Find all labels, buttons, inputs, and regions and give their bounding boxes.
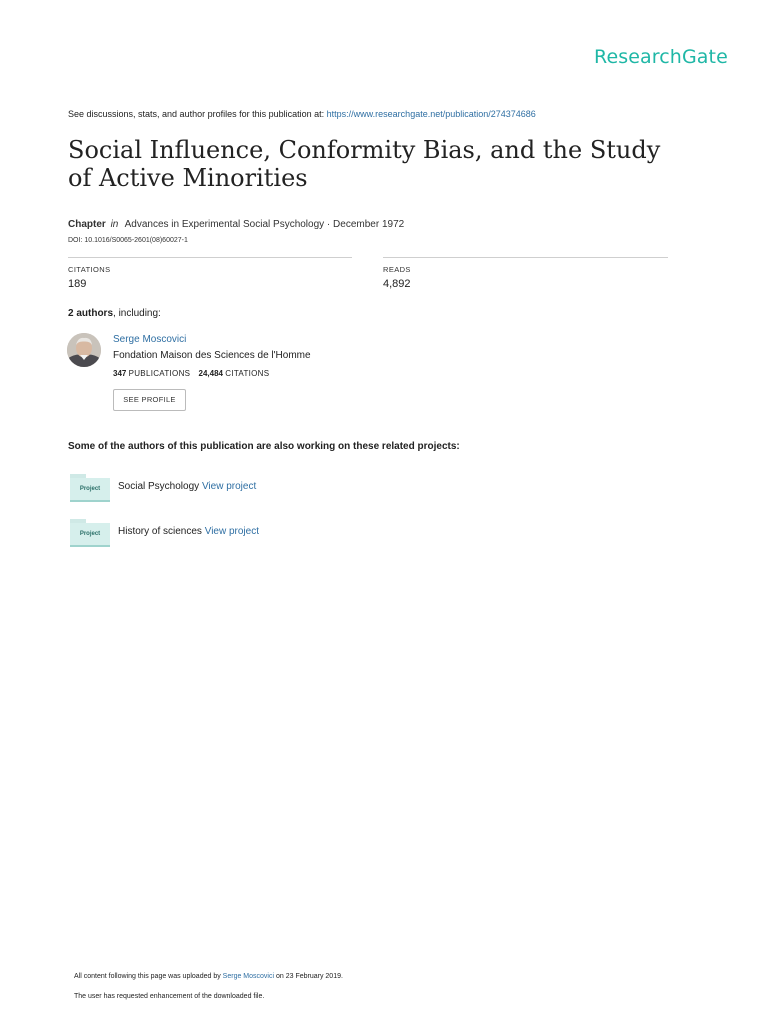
- project-icon-label: Project: [70, 523, 110, 547]
- reads-value: 4,892: [383, 278, 411, 290]
- uploader-link[interactable]: Serge Moscovici: [222, 973, 275, 980]
- reads-divider: [383, 257, 668, 258]
- authors-including: , including:: [113, 308, 161, 319]
- authors-heading: [68, 308, 161, 319]
- project-icon-label: Project: [70, 478, 110, 502]
- author-photo-icon: [67, 333, 101, 367]
- authors-count: 2 authors: [68, 308, 114, 319]
- author-stats: [113, 369, 275, 378]
- doi: DOI: 10.1016/S0065-2601(08)60027-1: [68, 237, 188, 244]
- project-folder-icon[interactable]: [70, 474, 110, 502]
- author-affiliation: Fondation Maison des Sciences de l'Homme: [113, 350, 311, 361]
- discussion-line: [68, 109, 536, 119]
- publication-title: Social Influence, Conformity Bias, and the Study of Active Minorities: [68, 136, 661, 192]
- citations-label: CITATIONS: [68, 265, 111, 274]
- publication-type: Chapter: [68, 219, 106, 230]
- enhancement-note: The user has requested enhancement of the downloaded file.: [74, 993, 265, 1000]
- view-project-link[interactable]: View project: [204, 526, 259, 537]
- author-citations-label: CITATIONS: [225, 369, 270, 378]
- discussion-text: See discussions, stats, and author profiles for this publication at:: [68, 109, 325, 119]
- upload-prefix: All content following this page was uploaded by: [74, 973, 221, 980]
- see-profile-button[interactable]: SEE PROFILE: [113, 389, 186, 411]
- citations-divider: [68, 257, 352, 258]
- project-item: [118, 526, 259, 537]
- researchgate-logo[interactable]: ResearchGate: [594, 46, 728, 68]
- project-name: History of sciences: [118, 526, 202, 537]
- author-publications-label: PUBLICATIONS: [128, 369, 191, 378]
- upload-note: [74, 973, 343, 980]
- citations-value: 189: [68, 278, 87, 290]
- author-publications-count: 347: [113, 369, 127, 378]
- related-projects-heading: Some of the authors of this publication are also working on these related projects:: [68, 441, 460, 452]
- project-name: Social Psychology: [118, 481, 200, 492]
- author-citations-count: 24,484: [198, 369, 223, 378]
- project-folder-icon[interactable]: [70, 519, 110, 547]
- in-label: in: [110, 219, 119, 230]
- author-name-link[interactable]: Serge Moscovici: [113, 334, 187, 345]
- upload-suffix: on 23 February 2019.: [275, 973, 343, 980]
- project-item: [118, 481, 256, 492]
- publication-url-link[interactable]: https://www.researchgate.net/publication/274374686: [326, 109, 536, 119]
- view-project-link[interactable]: View project: [201, 481, 257, 492]
- reads-label: READS: [383, 265, 411, 274]
- publication-source: Advances in Experimental Social Psychology · December 1972: [124, 219, 405, 230]
- author-avatar[interactable]: [67, 333, 101, 367]
- publication-meta: [68, 219, 404, 230]
